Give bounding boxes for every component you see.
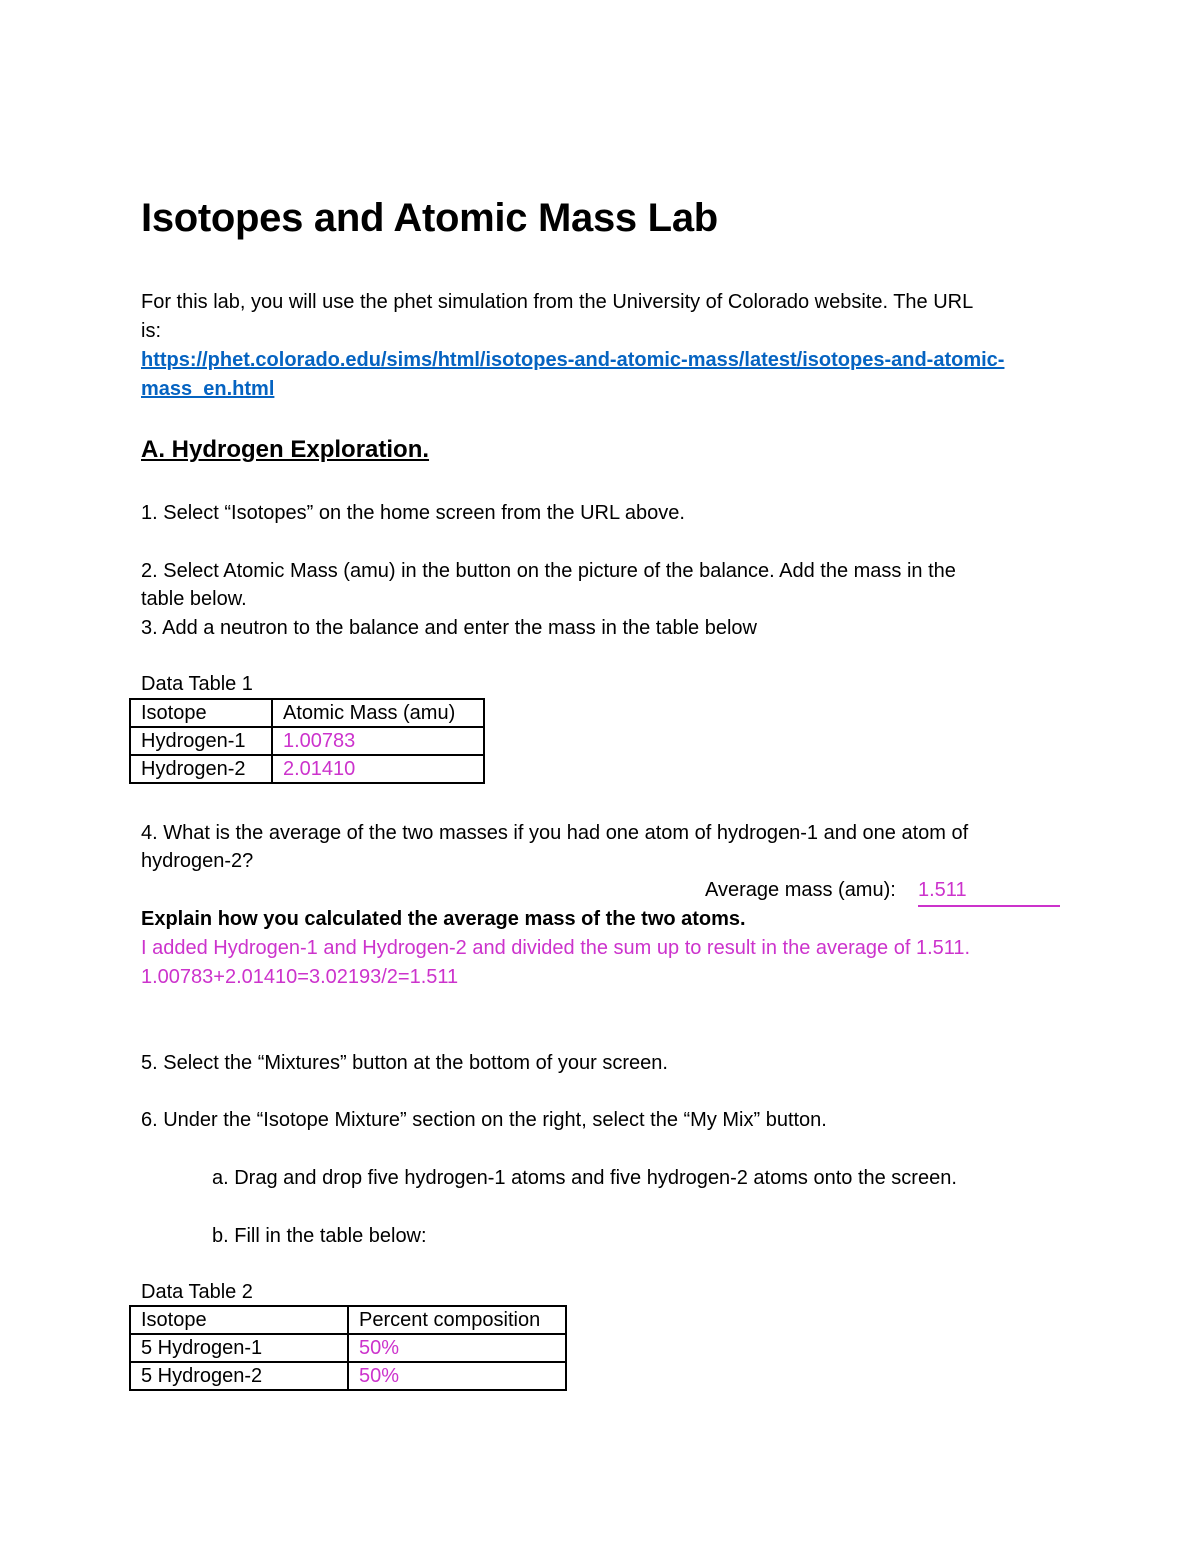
table-row: [130, 1362, 566, 1390]
average-mass-answer: [918, 876, 1060, 907]
table-cell-answer: 2.01410: [272, 755, 484, 783]
table-header-row: [130, 699, 484, 727]
table-header-row: [130, 1306, 566, 1334]
table-header-cell: Isotope: [130, 699, 272, 727]
explain-answer-line-1: I added Hydrogen-1 and Hydrogen-2 and divided the sum up to result in the average of 1.511.: [141, 937, 971, 959]
table-header-cell: Percent composition: [348, 1306, 566, 1334]
step-6b: b. Fill in the table below:: [212, 1225, 427, 1247]
intro-line-2: is:: [141, 320, 161, 342]
data-table-1: [129, 698, 485, 784]
explain-prompt: Explain how you calculated the average mass of the two atoms.: [141, 908, 746, 930]
page-title: Isotopes and Atomic Mass Lab: [141, 196, 718, 240]
step-1: 1. Select “Isotopes” on the home screen from the URL above.: [141, 502, 685, 524]
url-link-line-1[interactable]: https://phet.colorado.edu/sims/html/isotopes-and-atomic-mass/latest/isotopes-and-atomic-: [141, 349, 1005, 371]
table-cell-isotope: Hydrogen-2: [130, 755, 272, 783]
step-3: 3. Add a neutron to the balance and enter the mass in the table below: [141, 617, 757, 639]
step-4-line-1: 4. What is the average of the two masses if you had one atom of hydrogen-1 and one atom of: [141, 822, 969, 844]
section-heading-a: A. Hydrogen Exploration.: [141, 436, 430, 463]
table-header-cell: Isotope: [130, 1306, 348, 1334]
table-row: [130, 1334, 566, 1362]
step-4-line-2: hydrogen-2?: [141, 850, 254, 872]
table-cell-answer: 50%: [348, 1362, 566, 1390]
average-mass-value: 1.511: [918, 876, 1060, 907]
table-cell-isotope: Hydrogen-1: [130, 727, 272, 755]
table-cell-answer: 1.00783: [272, 727, 484, 755]
explain-answer-line-2: 1.00783+2.01410=3.02193/2=1.511: [141, 966, 459, 988]
table-cell-isotope: 5 Hydrogen-1: [130, 1334, 348, 1362]
data-table-2: [129, 1305, 567, 1391]
average-mass-label: Average mass (amu):: [705, 879, 896, 901]
step-5: 5. Select the “Mixtures” button at the bottom of your screen.: [141, 1052, 668, 1074]
table-row: [130, 727, 484, 755]
table-2-caption: Data Table 2: [141, 1281, 253, 1303]
step-2-line-1: 2. Select Atomic Mass (amu) in the button on the picture of the balance. Add the mass in the: [141, 560, 956, 582]
step-2-line-2: table below.: [141, 588, 247, 610]
step-6a: a. Drag and drop five hydrogen-1 atoms and five hydrogen-2 atoms onto the screen.: [212, 1167, 957, 1189]
url-link-line-2[interactable]: mass_en.html: [141, 378, 275, 400]
table-1-caption: Data Table 1: [141, 673, 253, 695]
step-6: 6. Under the “Isotope Mixture” section on the right, select the “My Mix” button.: [141, 1109, 827, 1131]
table-row: [130, 755, 484, 783]
intro-line-1: For this lab, you will use the phet simulation from the University of Colorado website. The URL: [141, 291, 974, 313]
table-cell-isotope: 5 Hydrogen-2: [130, 1362, 348, 1390]
table-cell-answer: 50%: [348, 1334, 566, 1362]
table-header-cell: Atomic Mass (amu): [272, 699, 484, 727]
